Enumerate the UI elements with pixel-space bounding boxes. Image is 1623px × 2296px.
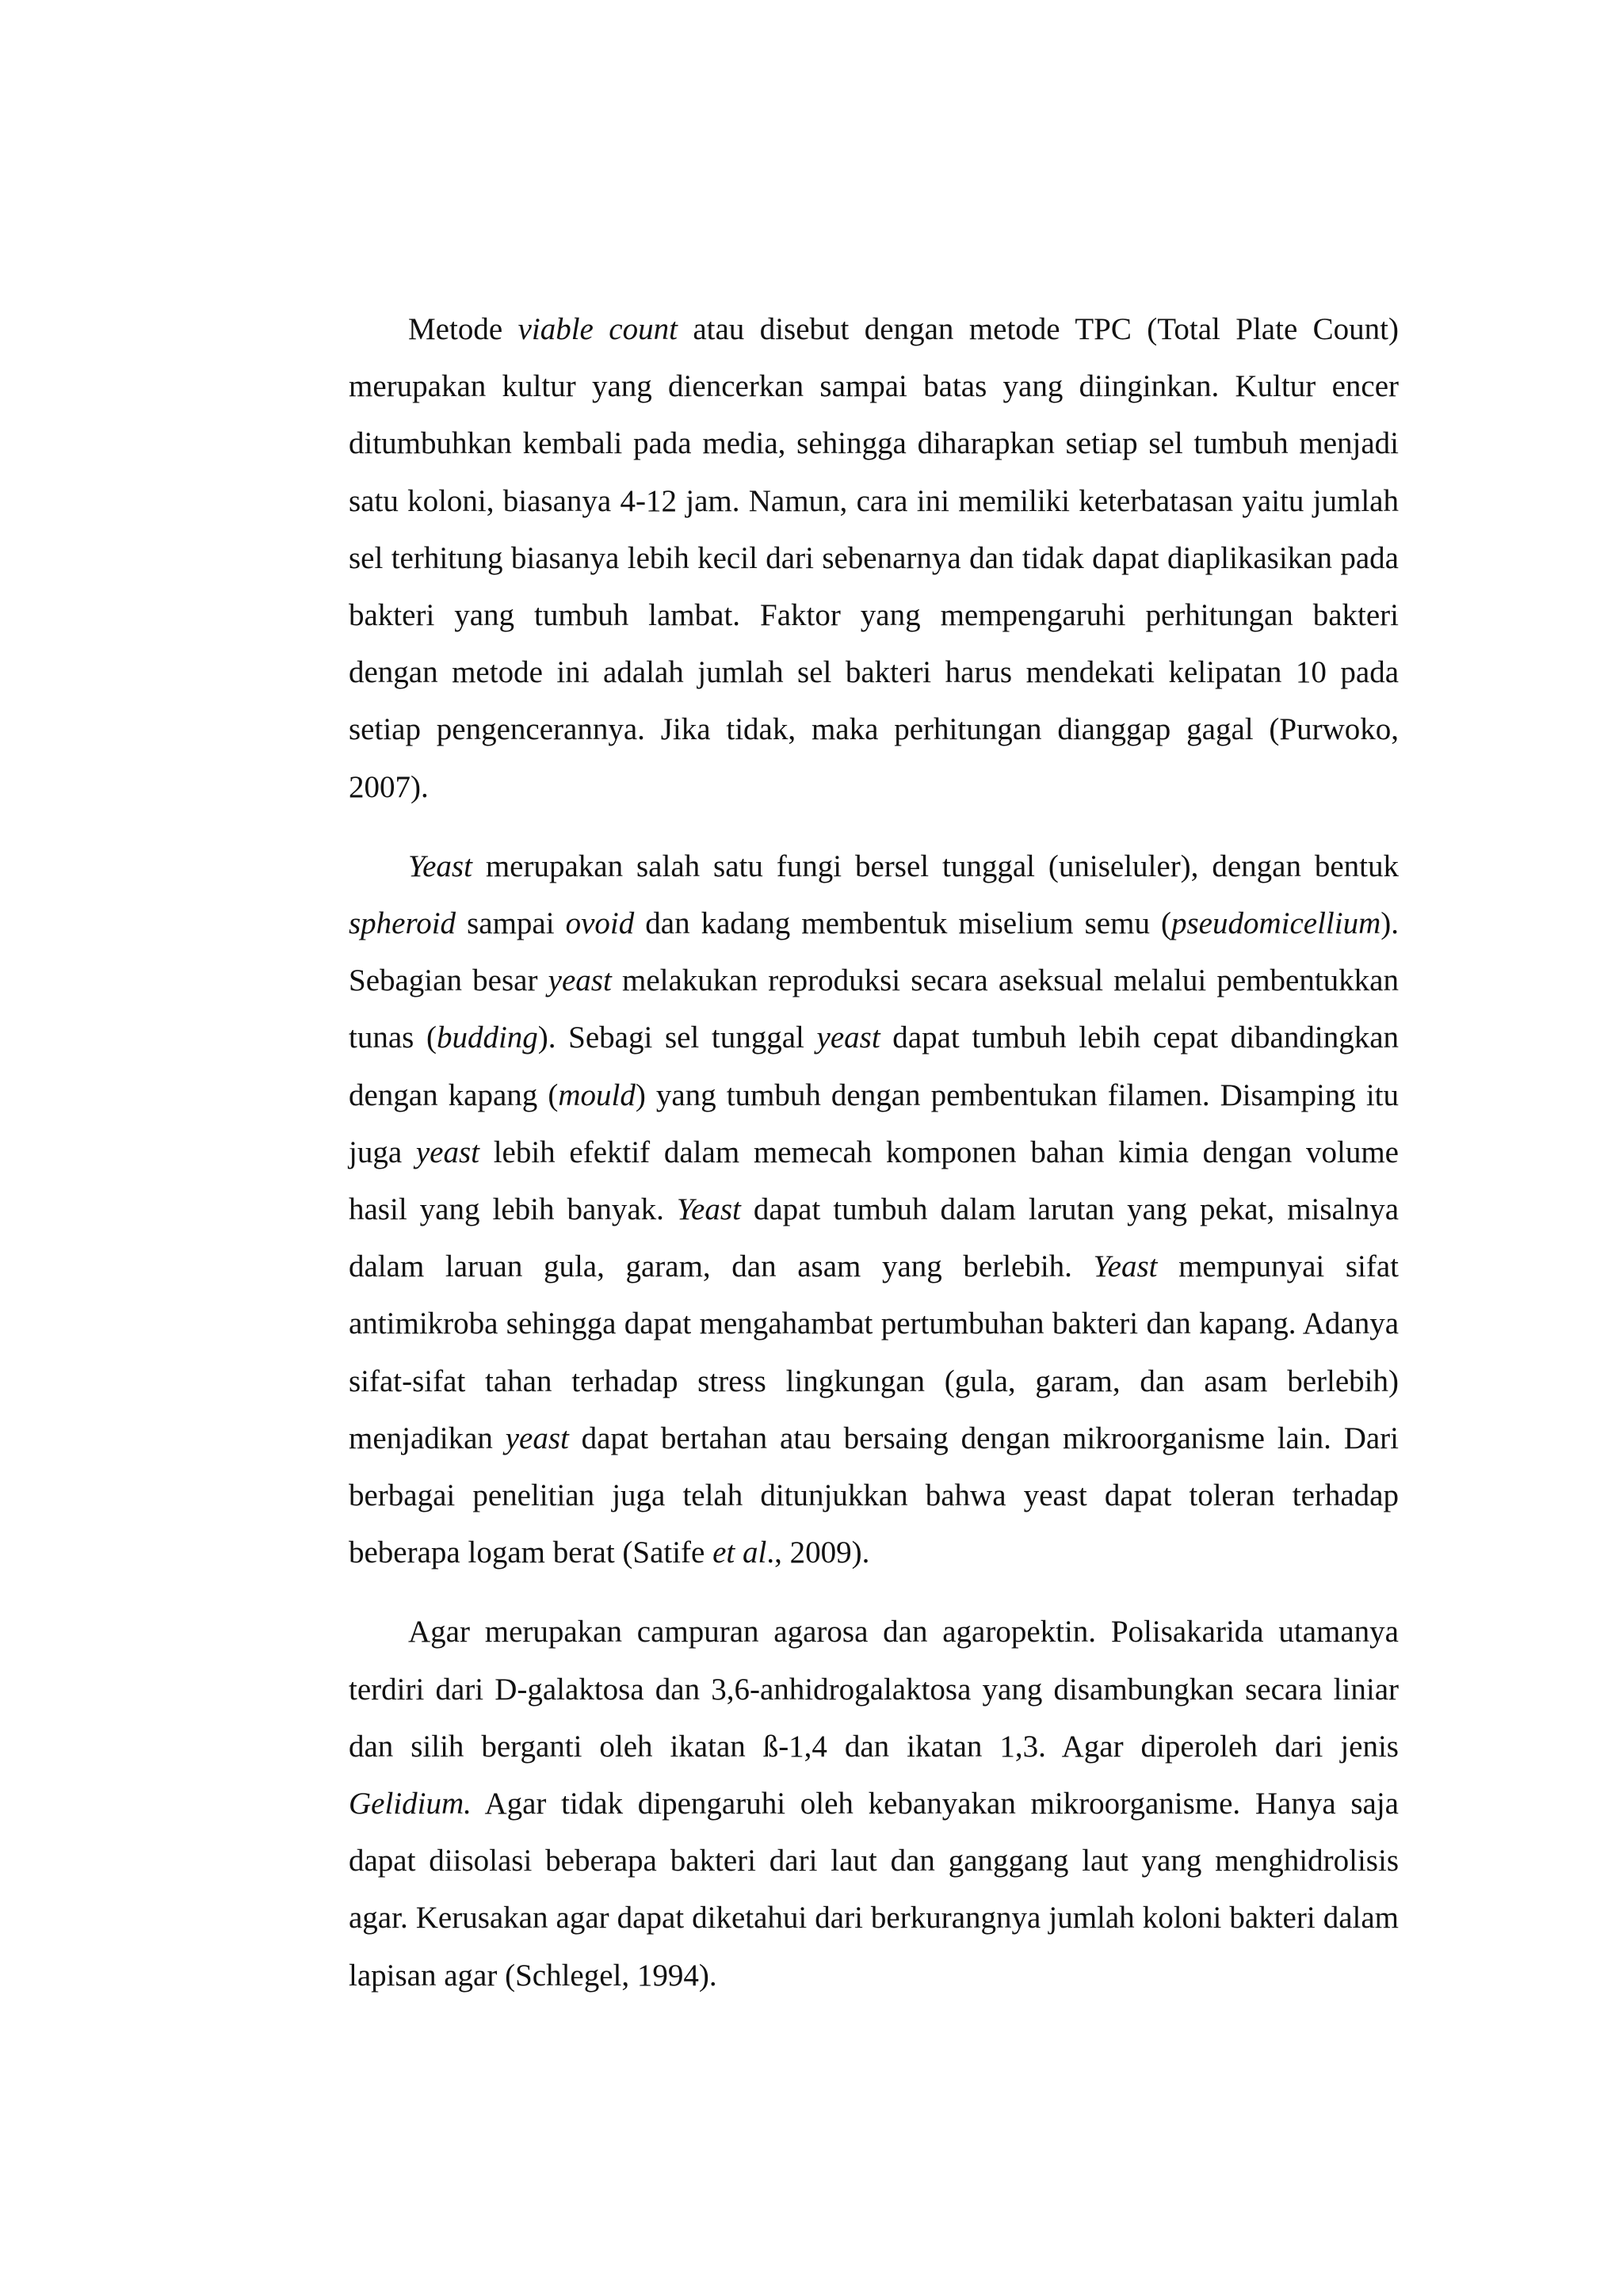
text-run: Metode [408,312,518,346]
italic-term: yeast [816,1020,880,1055]
italic-term: Gelidium. [349,1787,472,1821]
text-run: ). Sebagi sel tunggal [537,1020,817,1055]
italic-term: Yeast [408,849,472,883]
text-run: ). Sebagian besar [349,906,1399,998]
text-run: atau disebut dengan metode TPC (Total Plate Count) merupakan kultur yang diencerkan sampai batas yang diinginkan. Kultur encer ditumbuhkan kembali pada media, sehingga diharapkan setiap sel tumbuh menjadi satu koloni, biasanya 4-12 jam. Namun, cara ini memiliki keterbatasan yaitu jumlah sel terhitung biasanya lebih kecil dari sebenarnya dan tidak dapat diaplikasikan pada bakteri yang tumbuh lambat. Faktor yang mempengaruhi perhitungan bakteri dengan metode ini adalah jumlah sel bakteri harus mendekati kelipatan 10 pada setiap pengencerannya. Jika tidak, maka perhitungan dianggap gagal (Purwoko, 2007). [349,312,1400,804]
text-run: lebih efektif dalam memecah komponen bahan kimia dengan volume hasil yang lebih banyak. [349,1135,1399,1227]
text-run: dapat tumbuh dalam larutan yang pekat, misalnya dalam laruan gula, garam, dan asam yang berlebih. [349,1192,1399,1284]
italic-term: Yeast [676,1192,741,1227]
text-run: dan kadang membentuk miselium semu ( [634,906,1171,941]
italic-term: mould [558,1077,636,1112]
text-run: ) yang tumbuh dengan pembentukan filamen. Disamping itu juga [349,1077,1399,1169]
text-run: ., 2009). [766,1535,870,1570]
text-run: sampai [456,906,566,941]
text-run: Agar merupakan campuran agarosa dan agaropektin. Polisakarida utamanya terdiri dari D-galaktosa dan 3,6-anhidrogalaktosa yang disambungkan secara liniar dan silih berganti oleh ikatan ß-1,4 dan ikatan 1,3. Agar diperoleh dari jenis [349,1615,1399,1764]
text-run: mempunyai sifat antimikroba sehingga dapat mengahambat pertumbuhan bakteri dan kapang. Adanya sifat-sifat tahan terhadap stress lingkungan (gula, garam, dan asam berlebih) menjadikan [349,1249,1399,1455]
paragraph-tpc-method [349,301,1399,816]
italic-term: yeast [548,963,612,998]
italic-term: spheroid [349,906,456,941]
italic-term: yeast [415,1135,479,1169]
italic-term: et al [712,1535,767,1570]
italic-term: yeast [505,1421,569,1455]
italic-term: budding [436,1020,538,1055]
document-page [349,301,1399,2004]
italic-term: viable count [517,312,678,346]
text-run: merupakan salah satu fungi bersel tunggal (uniseluler), dengan bentuk [472,849,1399,883]
text-run: dapat tumbuh lebih cepat dibandingkan dengan kapang ( [349,1020,1400,1112]
italic-term: ovoid [565,906,635,941]
paragraph-yeast [349,838,1399,1582]
italic-term: Yeast [1093,1249,1158,1284]
text-run: dapat bertahan atau bersaing dengan mikroorganisme lain. Dari berbagai penelitian juga telah ditunjukkan bahwa yeast dapat toleran terhadap beberapa logam berat (Satife [349,1421,1400,1570]
text-run: Agar tidak dipengaruhi oleh kebanyakan mikroorganisme. Hanya saja dapat diisolasi beberapa bakteri dari laut dan ganggang laut yang menghidrolisis agar. Kerusakan agar dapat diketahui dari berkurangnya jumlah koloni bakteri dalam lapisan agar (Schlegel, 1994). [349,1787,1399,1993]
paragraph-agar [349,1604,1399,2004]
italic-term: pseudomicellium [1170,906,1381,941]
text-run: melakukan reproduksi secara aseksual melalui pembentukkan tunas ( [349,963,1399,1055]
